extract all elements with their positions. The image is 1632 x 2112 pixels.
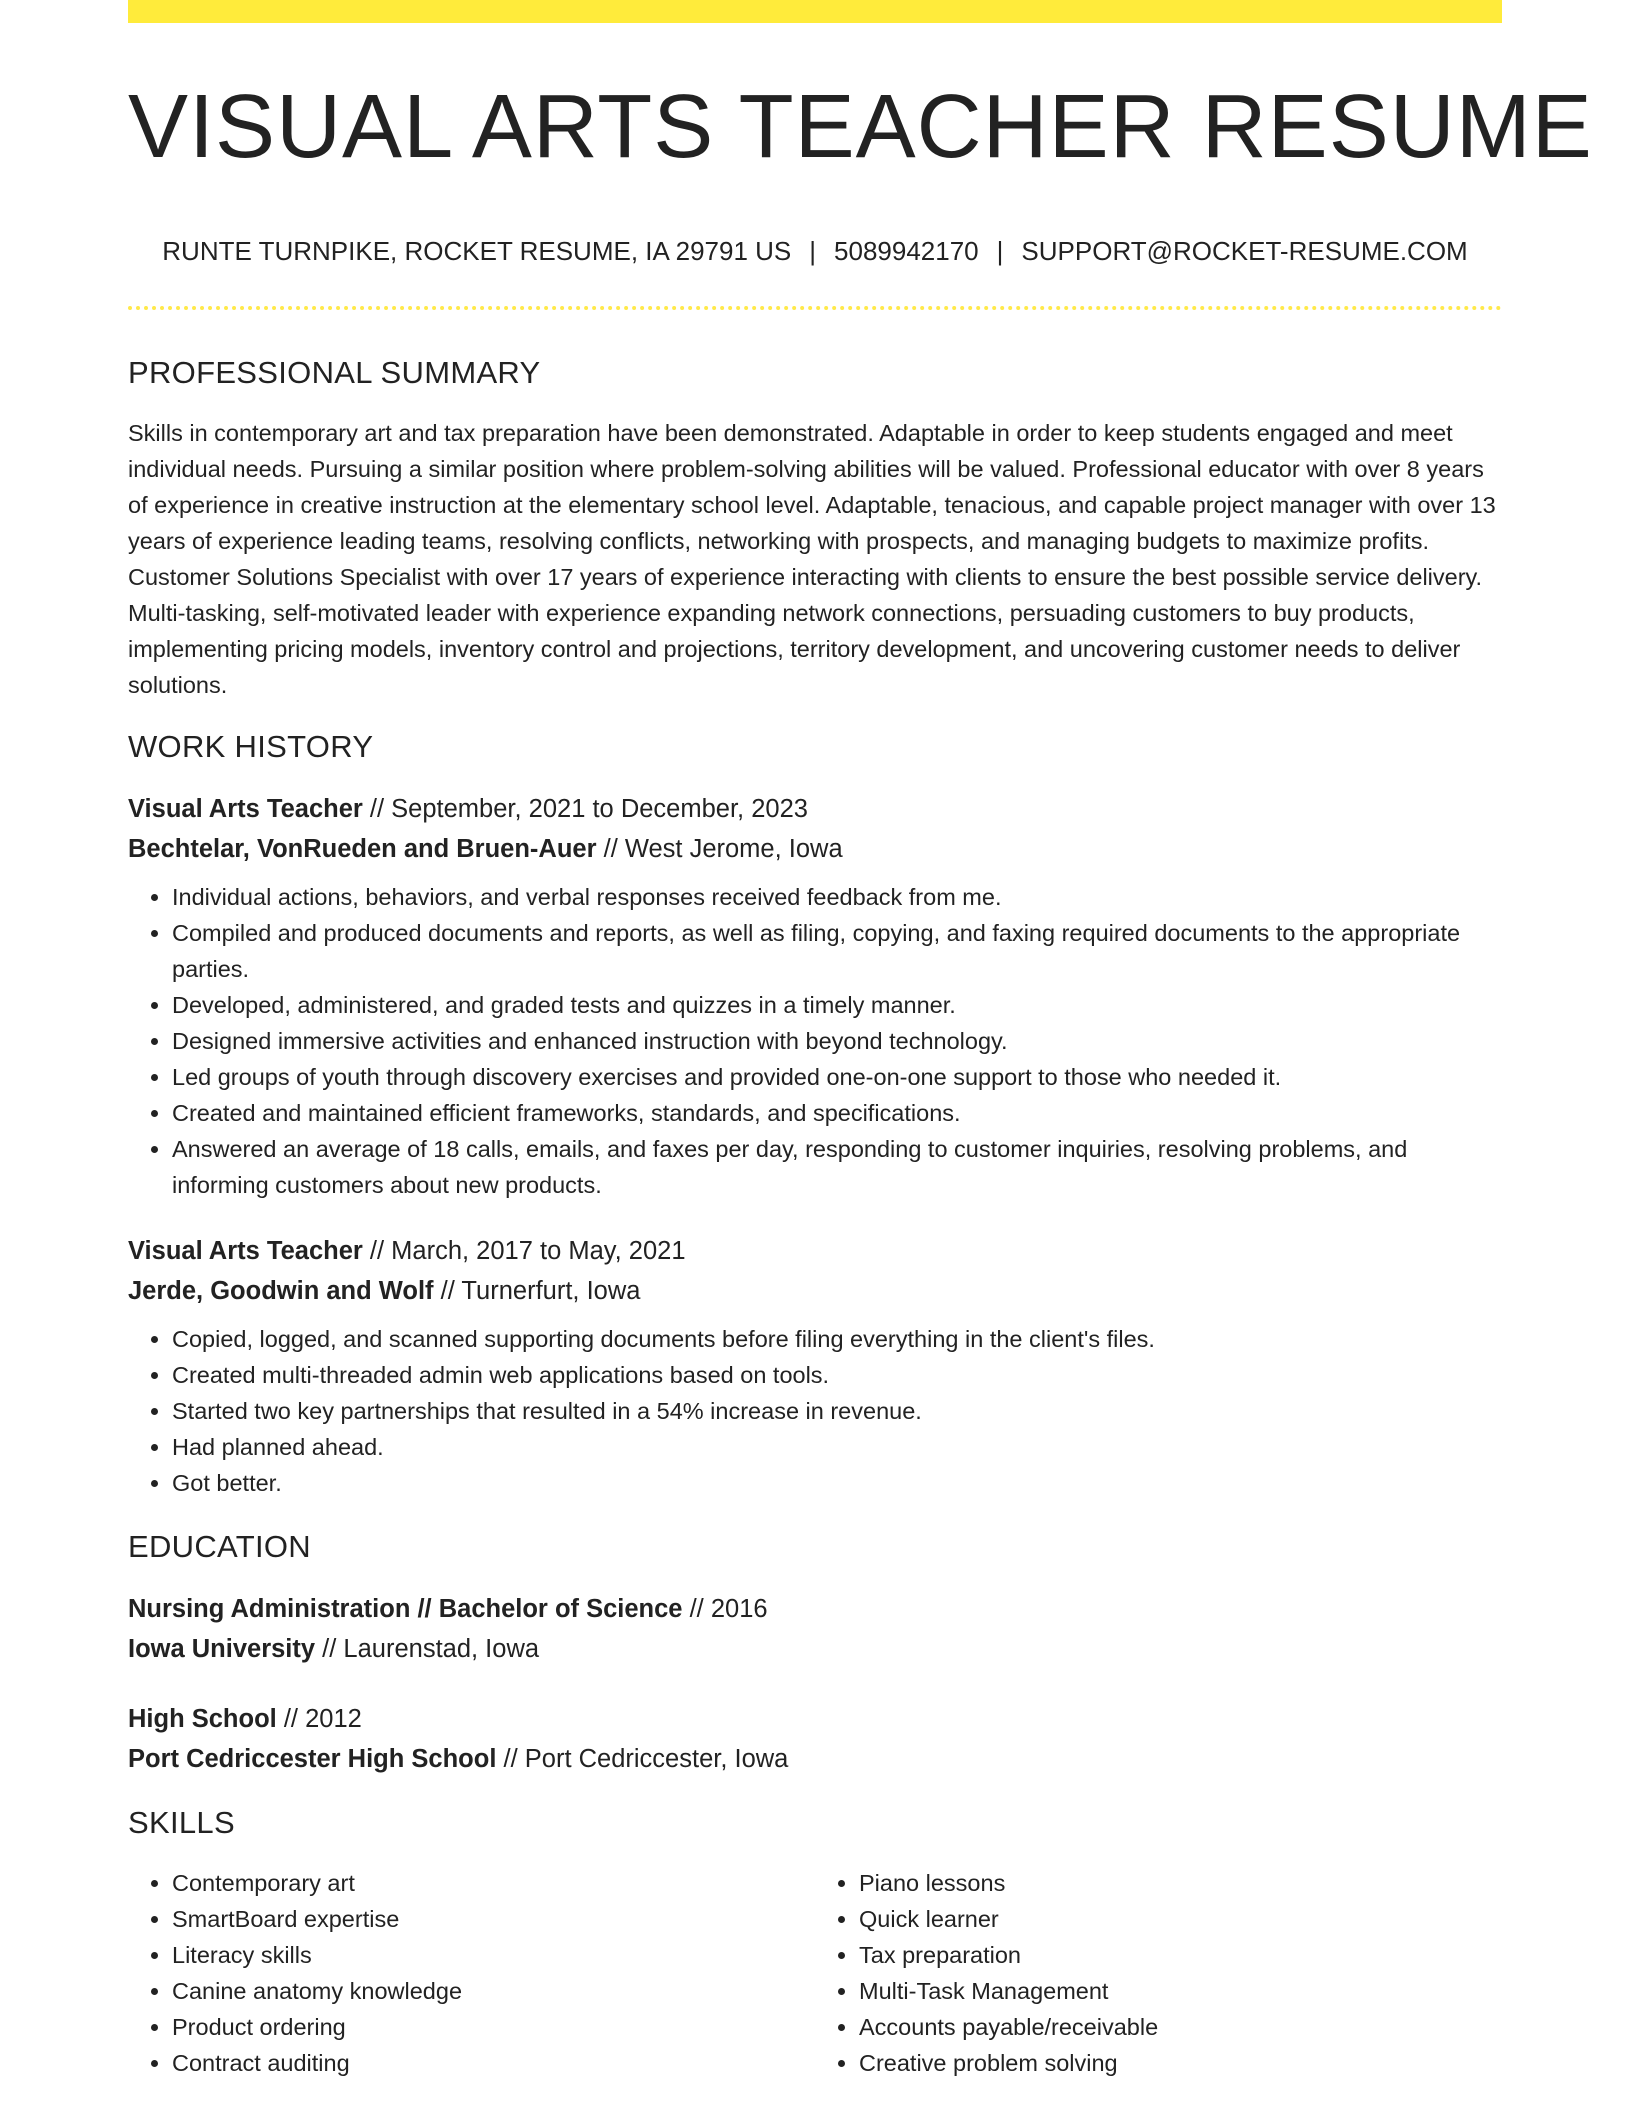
school: Port Cedriccester High School (128, 1745, 497, 1773)
dotted-divider (128, 306, 1502, 310)
education-entry (128, 1699, 1502, 1779)
contact-line (128, 236, 1502, 267)
job-location: // West Jerome, Iowa (596, 835, 843, 863)
degree: High School (128, 1705, 277, 1733)
education-section (128, 1529, 1502, 1779)
job-dates: // September, 2021 to December, 2023 (362, 795, 808, 823)
list-item: • Product ordering (172, 2009, 815, 2045)
job-entry (128, 789, 1502, 1203)
section-heading: SKILLS (128, 1805, 235, 1840)
list-item: • Contemporary art (172, 1865, 815, 1901)
education-entry (128, 1589, 1502, 1669)
job-company: Bechtelar, VonRueden and Bruen-Auer (128, 835, 597, 863)
skills-left-list (128, 1865, 815, 2081)
list-item: • Developed, administered, and graded tests and quizzes in a timely manner. (172, 987, 1502, 1023)
list-item: • Created and maintained efficient frameworks, standards, and specifications. (172, 1095, 1502, 1131)
list-item: • Started two key partnerships that resulted in a 54% increase in revenue. (172, 1393, 1502, 1429)
list-item: • Multi-Task Management (859, 1973, 1502, 2009)
list-item: • Compiled and produced documents and reports, as well as filing, copying, and faxing required documents to the appropriate parties. (172, 915, 1502, 987)
section-heading: EDUCATION (128, 1529, 311, 1564)
job-title: Visual Arts Teacher (128, 1237, 363, 1265)
job-location: // Turnerfurt, Iowa (433, 1277, 641, 1305)
list-item: • Quick learner (859, 1901, 1502, 1937)
school: Iowa University (128, 1635, 316, 1663)
list-item: • Created multi-threaded admin web applications based on tools. (172, 1357, 1502, 1393)
job-title-line (128, 1231, 1502, 1271)
section-heading: WORK HISTORY (128, 729, 374, 764)
degree-line (128, 1589, 1502, 1629)
list-item: • Literacy skills (172, 1937, 815, 1973)
school-line (128, 1739, 1502, 1779)
list-item: • Creative problem solving (859, 2045, 1502, 2081)
email: SUPPORT@ROCKET-RESUME.COM (1021, 236, 1468, 266)
job-entry (128, 1231, 1502, 1501)
job-title: Visual Arts Teacher (128, 795, 363, 823)
list-item: • Got better. (172, 1465, 1502, 1501)
summary-section (128, 355, 1502, 703)
job-bullets (128, 879, 1502, 1203)
address: RUNTE TURNPIKE, ROCKET RESUME, IA 29791 US (162, 236, 792, 266)
list-item: • Individual actions, behaviors, and verbal responses received feedback from me. (172, 879, 1502, 915)
phone: 5089942170 (834, 236, 979, 266)
skills-right-list (815, 1865, 1502, 2081)
resume-content (128, 355, 1502, 2081)
list-item: • Accounts payable/receivable (859, 2009, 1502, 2045)
list-item: • Piano lessons (859, 1865, 1502, 1901)
degree-line (128, 1699, 1502, 1739)
job-company-line (128, 829, 1502, 869)
top-accent-bar (128, 0, 1502, 23)
list-item: • Designed immersive activities and enhanced instruction with beyond technology. (172, 1023, 1502, 1059)
school-location: // Port Cedriccester, Iowa (496, 1745, 789, 1773)
list-item: • Tax preparation (859, 1937, 1502, 1973)
job-bullets (128, 1321, 1502, 1501)
separator: | (809, 236, 817, 266)
list-item: • Copied, logged, and scanned supporting documents before filing everything in the client's files. (172, 1321, 1502, 1357)
section-heading: PROFESSIONAL SUMMARY (128, 355, 541, 390)
job-dates: // March, 2017 to May, 2021 (362, 1237, 686, 1265)
job-company: Jerde, Goodwin and Wolf (128, 1277, 434, 1305)
school-location: // Laurenstad, Iowa (315, 1635, 540, 1663)
skills-columns (128, 1865, 1502, 2081)
resume-title: VISUAL ARTS TEACHER RESUME (128, 77, 1593, 177)
list-item: • Canine anatomy knowledge (172, 1973, 815, 2009)
list-item: • Contract auditing (172, 2045, 815, 2081)
separator: | (996, 236, 1004, 266)
grad-year: // 2012 (276, 1705, 362, 1733)
school-line (128, 1629, 1502, 1669)
list-item: • SmartBoard expertise (172, 1901, 815, 1937)
list-item: • Had planned ahead. (172, 1429, 1502, 1465)
work-history-section (128, 729, 1502, 1501)
job-title-line (128, 789, 1502, 829)
degree: Nursing Administration // Bachelor of Science (128, 1595, 683, 1623)
job-company-line (128, 1271, 1502, 1311)
skills-section (128, 1805, 1502, 2081)
grad-year: // 2016 (682, 1595, 768, 1623)
list-item: • Led groups of youth through discovery exercises and provided one-on-one support to those who needed it. (172, 1059, 1502, 1095)
list-item: • Answered an average of 18 calls, emails, and faxes per day, responding to customer inquiries, resolving problems, and informing customers about new products. (172, 1131, 1502, 1203)
summary-text: Skills in contemporary art and tax preparation have been demonstrated. Adaptable in order to keep students engaged and meet individual needs. Pursuing a similar position where problem-solving abilities will be valued. Professional educator with over 8 years of experience in creative instruction at the elementary school level. Adaptable, tenacious, and capable project manager with over 13 years of experience leading teams, resolving conflicts, networking with prospects, and managing budgets to maximize profits. Customer Solutions Specialist with over 17 years of experience interacting with clients to ensure the best possible service delivery. Multi-tasking, self-motivated leader with experience expanding network connections, persuading customers to buy products, implementing pricing models, inventory control and projections, territory development, and uncovering customer needs to deliver solutions. (128, 420, 1496, 698)
